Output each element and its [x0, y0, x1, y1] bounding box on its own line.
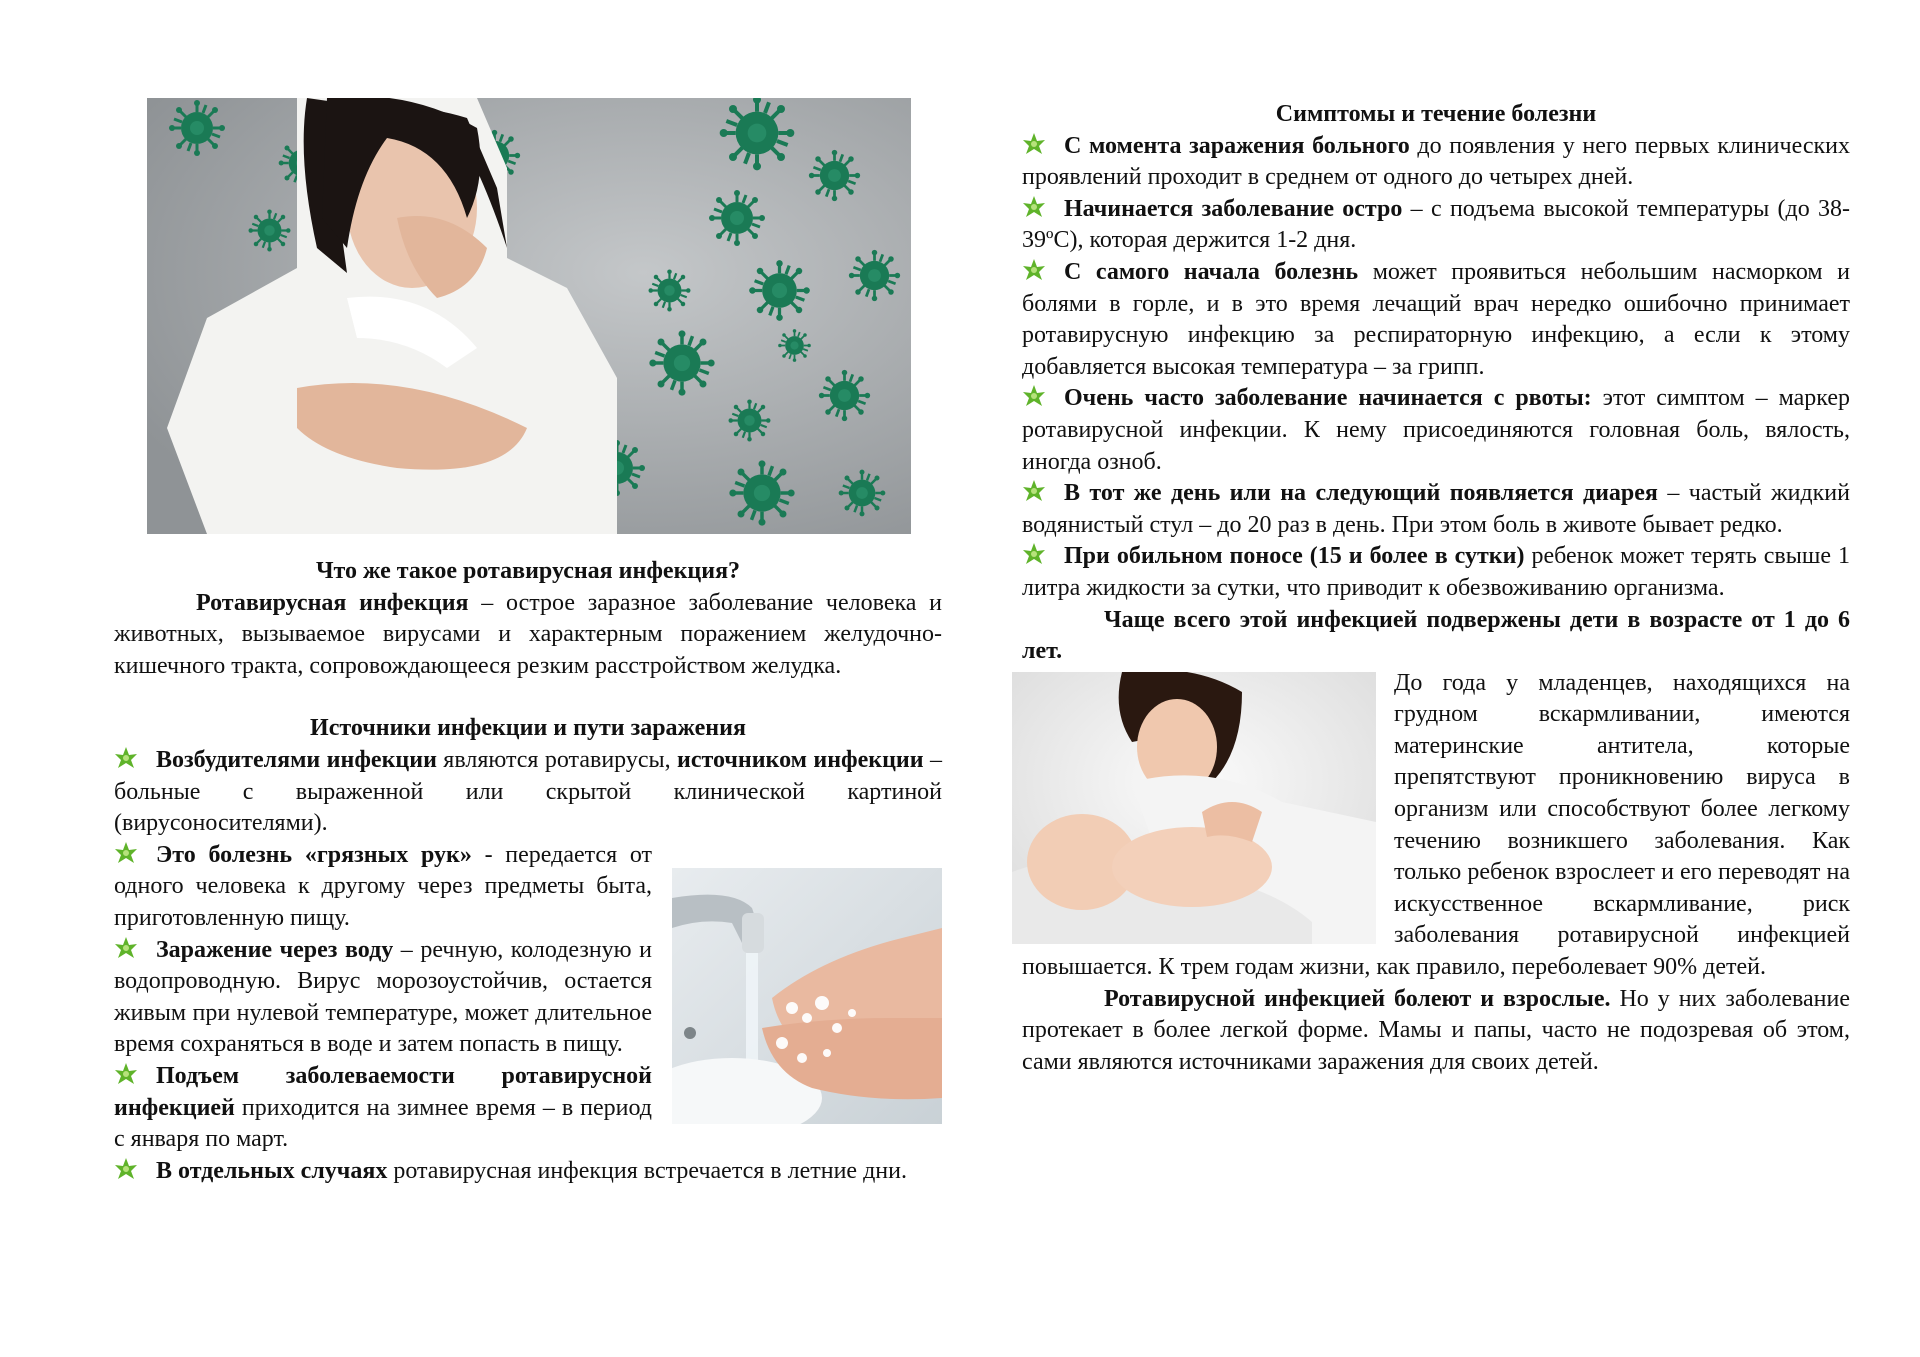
list-item: При обильном поносе (15 и более в сутки) ребенок может терять свыше 1 литра жидкости за сутки, что приводит к обезвоживанию организма.: [1022, 543, 1850, 601]
what-is-heading: Что же такое ротавирусная инфекция?: [315, 558, 741, 584]
list-item: Это болезнь «грязных рук» - передается от одного человека к другому через предметы быта, приготовленную пищу.: [114, 841, 652, 931]
green-star-bullet-icon: [114, 1157, 144, 1181]
green-star-bullet-icon: [1022, 132, 1052, 156]
green-star-bullet-icon: [114, 1062, 144, 1086]
green-star-bullet-icon: [1022, 542, 1052, 566]
hero-photo: [147, 98, 911, 534]
right-column: [1022, 99, 1850, 1078]
left-column: [114, 556, 942, 1187]
list-item: С момента заражения больного до появления у него первых клинических проявлений проходит в среднем от одного до четырех дней.: [1022, 132, 1850, 191]
intro-paragraph: Ротавирусная инфекция – острое заразное заболевание человека и животных, вызываемое вирусами и характерным поражением желудочно-кишечного тракта, сопровождающееся резким расстройством желудка.: [114, 589, 943, 679]
list-item: Заражение через воду – речную, колодезную и водопроводную. Вирус морозоустойчив, остается живым при нулевой температуре, может длительное время сохраняться в воде и затем попасть в пищу.: [114, 936, 653, 1058]
list-item: В тот же день или на следующий появляется диарея – частый жидкий водянистый стул – до 20 раз в день. При этом боль в животе бывает редко.: [1022, 480, 1850, 538]
children-paragraph-body: [1022, 668, 1850, 984]
list-item: Возбудителями инфекции являются ротавирусы, источником инфекции – больные с выраженной или скрытой клинической картиной (вирусоносителями).: [114, 746, 942, 837]
list-item: С самого начала болезнь может проявиться небольшим насморком и болями в горле, и в это время лечащий врач нередко ошибочно принимает ротавирусную инфекцию за респираторную инфекцию, а если к этому добавляется высокая температура – за грипп.: [1022, 258, 1850, 380]
symptoms-heading: Симптомы и течение болезни: [1275, 101, 1597, 127]
green-star-bullet-icon: [114, 936, 144, 960]
list-item: В отдельных случаях ротавирусная инфекция встречается в летние дни.: [114, 1156, 942, 1188]
list-item: Очень часто заболевание начинается с рвоты: этот симптом – маркер ротавирусной инфекции. К нему присоединяются головная боль, вялость, иногда озноб.: [1022, 385, 1850, 475]
mother-baby-photo: [1012, 672, 1376, 944]
mother-baby-image: [1012, 672, 1376, 944]
green-star-bullet-icon: [1022, 384, 1052, 408]
green-star-bullet-icon: [1022, 479, 1052, 503]
list-item: Подъем заболеваемости ротавирусной инфекцией приходится на зимнее время – в период с января по март.: [114, 1062, 652, 1153]
green-star-bullet-icon: [1022, 258, 1052, 282]
green-star-bullet-icon: [114, 746, 144, 770]
green-star-bullet-icon: [114, 841, 144, 865]
green-star-bullet-icon: [1022, 195, 1052, 219]
hero-woman-image: [147, 98, 911, 534]
children-paragraph-rest: До года у младенцев, находящихся на грудном вскармливании, имеются материнские антитела, которые препятствуют проникновению вируса в организм или способствуют более легкому течению возникшего заболевания. Как только ребенок взрослеет и его переводят на искусственное вскармливание, риск заболевания ротавирусной инфекцией повышается. К трем годам жизни, как правило, переболевает 90% детей.: [1022, 669, 1850, 981]
children-paragraph: Чаще всего этой инфекцией подвержены дети в возрасте от 1 до 6 лет.: [1022, 606, 1850, 665]
list-item: Начинается заболевание остро – с подъема высокой температуры (до 38-39ºС), которая держится 1-2 дня.: [1022, 195, 1851, 254]
sources-heading: Источники инфекции и пути заражения: [310, 715, 746, 742]
adults-paragraph: Ротавирусной инфекцией болеют и взрослые. Но у них заболевание протекает в более легкой форме. Мамы и папы, часто не подозревая об этом, сами являются источниками заражения для своих детей.: [1022, 985, 1850, 1075]
